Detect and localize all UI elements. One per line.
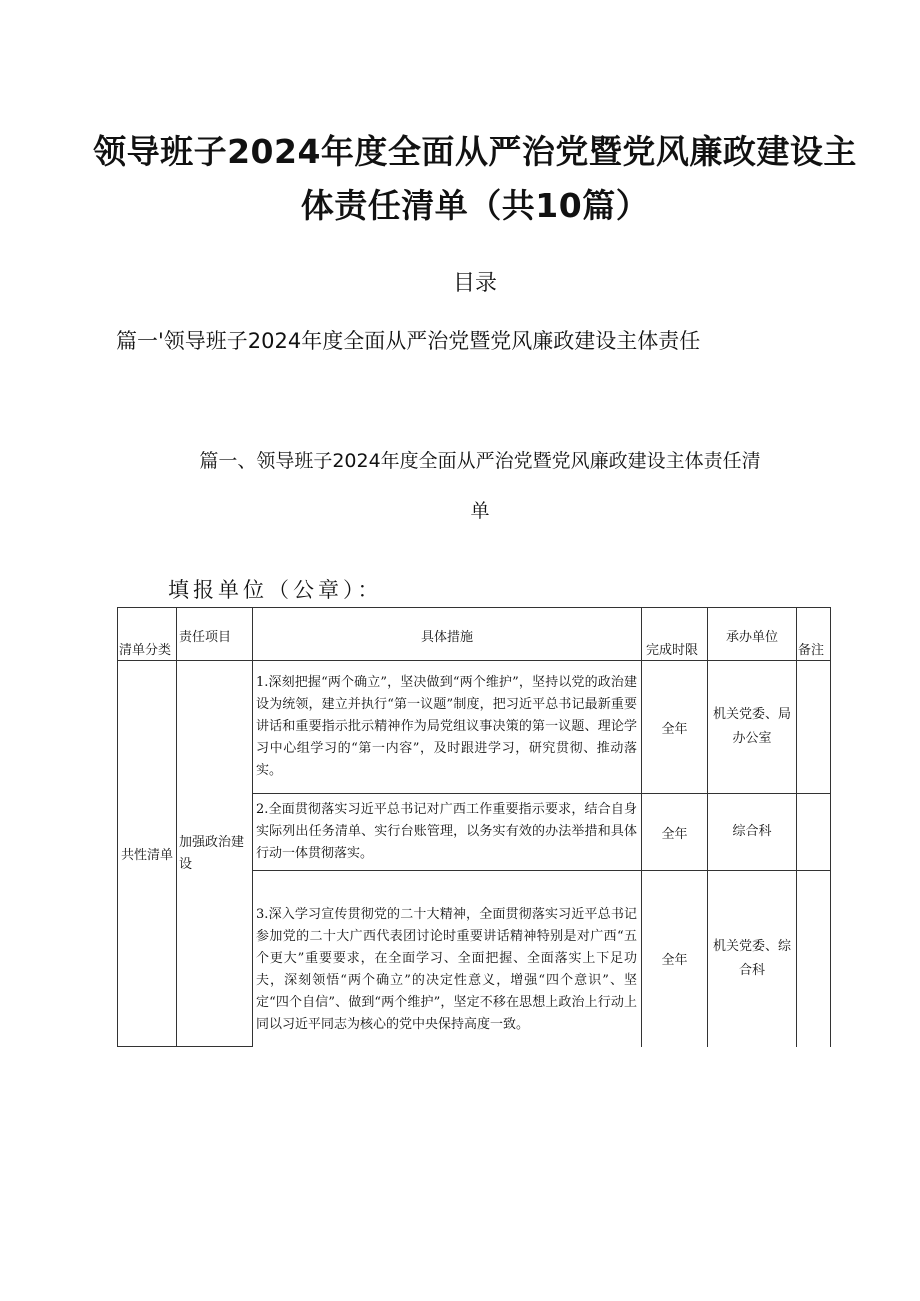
- remark-cell: [797, 794, 831, 871]
- header-remark: 备注: [797, 608, 831, 661]
- title-line-1: 领导班子2024年度全面从严治党暨党风廉政建设主: [93, 132, 857, 171]
- item-cell: 加强政治建设: [177, 661, 253, 1047]
- measure-cell: 1.深刻把握“两个确立”，坚决做到“两个维护”，坚持以党的政治建设为统领，建立并执行“第一议题”制度，把习近平总书记最新重要讲话和重要指示批示精神作为局党组议事决策的第一议题、理论学习中心组学习的“第一内容”，及时跟进学习，研究贯彻、推动落实。: [253, 661, 642, 794]
- remark-cell: [797, 661, 831, 794]
- header-unit: 承办单位: [708, 608, 797, 661]
- toc-entry-1[interactable]: 篇一'领导班子2024年度全面从严治党暨党风廉政建设主体责任: [116, 329, 701, 353]
- responsibility-table: [117, 607, 830, 1047]
- table-header-row: [118, 608, 831, 661]
- remark-cell: [797, 871, 831, 1047]
- section-title: [160, 436, 800, 536]
- section-title-line-2: 单: [470, 500, 490, 522]
- category-cell: 共性清单: [118, 661, 177, 1047]
- section-title-line-1: 篇一、领导班子2024年度全面从严治党暨党风廉政建设主体责任清: [199, 450, 761, 472]
- document-title: [80, 125, 870, 233]
- title-line-2: 体责任清单（共10篇）: [300, 186, 650, 225]
- header-category: 清单分类: [118, 608, 177, 661]
- measure-cell: 2.全面贯彻落实习近平总书记对广西工作重要指示要求，结合自身实际列出任务清单、实行台账管理，以务实有效的办法举措和具体行动一体贯彻落实。: [253, 794, 642, 871]
- toc-heading: 目录: [452, 271, 497, 296]
- header-item: 责任项目: [177, 608, 253, 661]
- header-measures: 具体措施: [253, 608, 642, 661]
- header-deadline: 完成时限: [642, 608, 708, 661]
- table-row: [118, 661, 831, 794]
- unit-cell: 机关党委、综合科: [708, 871, 797, 1047]
- deadline-cell: 全年: [642, 794, 708, 871]
- measure-cell: 3.深入学习宣传贯彻党的二十大精神，全面贯彻落实习近平总书记参加党的二十大广西代表团讨论时重要讲话精神特别是对广西“五个更大”重要要求，在全面学习、全面把握、全面落实上下足功夫，深刻领悟“两个确立”的决定性意义，增强“四个意识”、坚定“四个自信”、做到“两个维护”，坚定不移在思想上政治上行动上同以习近平同志为核心的党中央保持高度一致。: [253, 871, 642, 1047]
- deadline-cell: 全年: [642, 871, 708, 1047]
- deadline-cell: 全年: [642, 661, 708, 794]
- unit-label: 填报单位（公章）：: [168, 578, 383, 602]
- unit-cell: 机关党委、局办公室: [708, 661, 797, 794]
- unit-cell: 综合科: [708, 794, 797, 871]
